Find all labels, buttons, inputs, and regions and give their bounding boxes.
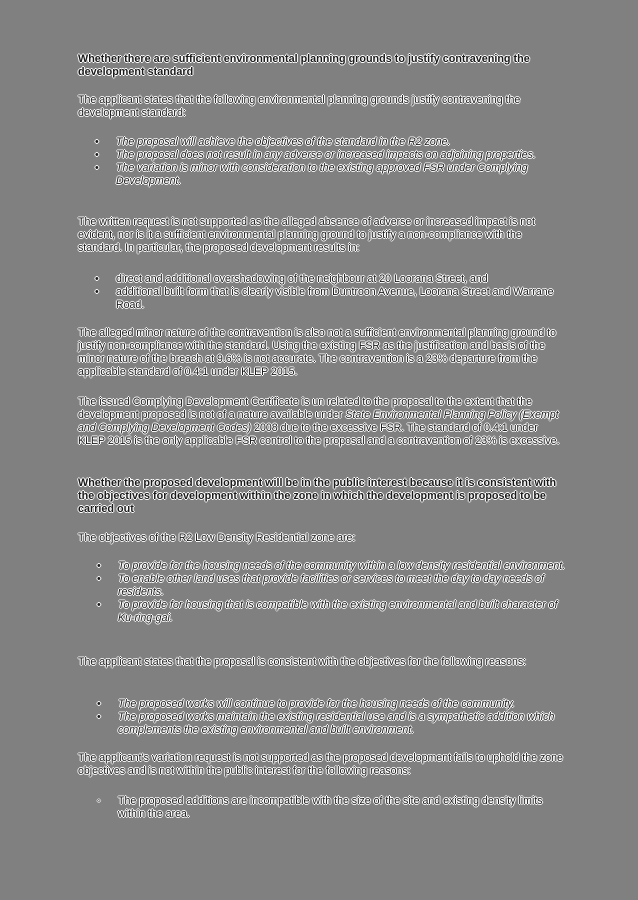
heading-planning-grounds: Whether there are sufficient environmental planning grounds to justify contravening the development standard [78, 53, 530, 78]
list-item: • The variation is minor with consideration to the existing approved FSR under Complying Development. [95, 162, 528, 187]
list-item: • To provide for housing that is compatible with the existing environmental and built character of Ku-ring-gai. [97, 599, 558, 624]
paragraph-written-request: The written request is not supported as the alleged absence of adverse or increased impact is not evident, nor is it a sufficient environmental planning ground to justify a non-compliance with the standard. In particular, the proposed development results in: [78, 216, 535, 254]
bullet-icon: ◦ [97, 795, 101, 807]
list-refusal-reasons [78, 795, 566, 821]
paragraph-minor-nature: The alleged minor nature of the contravention is also not a sufficient environmental planning ground to justify non-compliance with the standard. Using the existing FSR as the justification and basis of the minor nature of the breach at 9.6% is not accurate. The contravention is a 23% departure from the applicable standard of 0.4:1 under KLEP 2015. [78, 327, 557, 378]
paragraph-cdc: The issued Complying Development Certificate is un related to the proposal to the extent that the development proposed is not of a nature available under State Environmental Planning Policy (Exempt and Complying Development Codes) 2008 due to the excessive FSR. The standard of 0.4:1 under KLEP 2015 is the only applicable FSR control to the proposal and a contravention of 23% is excessive. [78, 396, 560, 447]
list-item: • The proposal will achieve the objectives of the standard in the R2 zone. [95, 136, 451, 148]
list-development-results [78, 273, 566, 312]
bullet-icon: • [95, 162, 99, 174]
bullet-icon: • [97, 560, 101, 572]
paragraph-applicant-consistency: The applicant states that the proposal is consistent with the objectives for the following reasons: [78, 656, 527, 668]
list-item: • additional built form that is clearly visible from Duntroon Avenue, Loorana Street and Warrane Road. [95, 286, 554, 311]
heading-public-interest: Whether the proposed development will be in the public interest because it is consistent with the objectives for development within the zone in which the development is proposed to be carried out [78, 477, 557, 515]
bullet-icon: • [95, 273, 99, 285]
list-zone-objectives [78, 560, 566, 625]
bullet-icon: • [95, 286, 99, 298]
paragraph-applicant-grounds: The applicant states that the following environmental planning grounds justify contravening the development standard: [78, 94, 521, 119]
list-item: • The proposal does not result in any adverse or increased impacts on adjoining properties. [95, 149, 536, 161]
list-item: • The proposed works maintain the existing residential use and is a sympathetic addition which complements the existing environmental and built environment. [97, 711, 555, 736]
list-applicant-grounds [78, 136, 566, 188]
bullet-icon: • [97, 599, 101, 611]
list-item: • To provide for the housing needs of the community within a low density residential environment. [97, 560, 566, 572]
paragraph-zone-objectives: The objectives of the R2 Low Density Residential zone are: [78, 532, 356, 544]
list-item: ◦ The proposed additions are incompatible with the size of the site and existing density limits within the area. [97, 795, 543, 820]
bullet-icon: • [97, 573, 101, 585]
bullet-icon: • [97, 698, 101, 710]
paragraph-variation-not-supported: The applicant's variation request is not supported as the proposed development fails to uphold the zone objectives and is not within the public interest for the following reasons: [78, 752, 563, 777]
list-applicant-reasons [78, 698, 566, 737]
bullet-icon: • [97, 711, 101, 723]
list-item: • To enable other land uses that provide facilities or services to meet the day to day needs of residents. [97, 573, 544, 598]
list-item: • The proposed works will continue to provide for the housing needs of the community. [97, 698, 515, 710]
list-item: • direct and additional overshadowing of the neighbour at 20 Loorana Street, and [95, 273, 488, 285]
bullet-icon: • [95, 149, 99, 161]
bullet-icon: • [95, 136, 99, 148]
